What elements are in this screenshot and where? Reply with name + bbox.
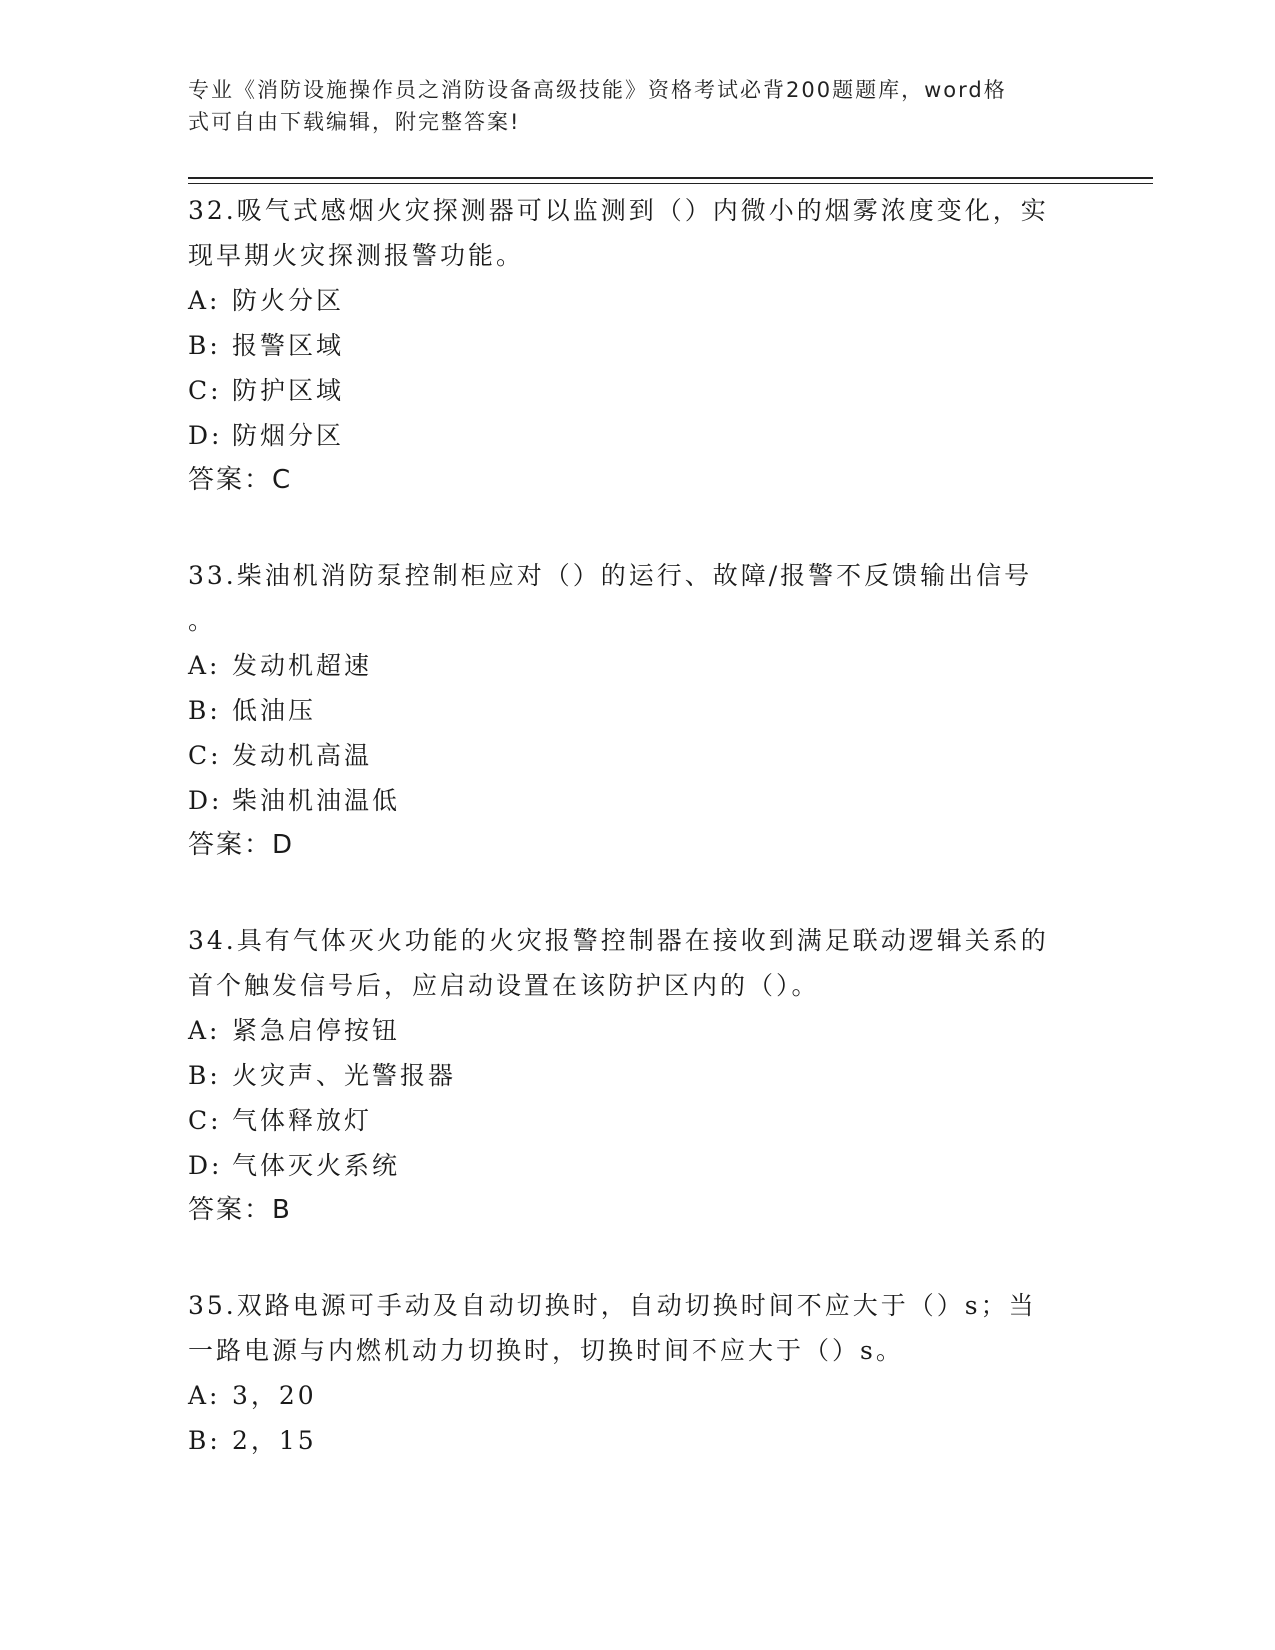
option-text: 防火分区 (232, 286, 345, 315)
question-stem-line-1: 34.具有气体灭火功能的火灾报警控制器在接收到满足联动逻辑关系的 (188, 926, 1049, 955)
question-stem-line-2: 首个触发信号后，应启动设置在该防护区内的（）。 (188, 971, 820, 1000)
option-text: 紧急启停按钮 (232, 1016, 401, 1045)
option-letter: B: (188, 1061, 221, 1090)
option-letter: B: (188, 331, 221, 360)
option-b (188, 688, 1088, 733)
option-text: 发动机超速 (232, 651, 373, 680)
question-stem (188, 918, 1088, 1008)
question-block-34 (188, 918, 1088, 1233)
question-stem-line-1: 32.吸气式感烟火灾探测器可以监测到（）内微小的烟雾浓度变化，实 (188, 196, 1049, 225)
question-stem-line-2: 现早期火灾探测报警功能。 (188, 241, 525, 270)
question-stem (188, 188, 1088, 278)
option-letter: A: (188, 651, 221, 680)
option-d (188, 413, 1088, 458)
option-letter: A: (188, 1381, 221, 1410)
answer-line: 答案：D (188, 830, 295, 860)
option-letter: C: (188, 741, 222, 770)
option-d (188, 778, 1088, 823)
question-stem (188, 553, 1088, 643)
header-rule-thin (188, 183, 1153, 184)
option-letter: A: (188, 286, 221, 315)
option-text: 柴油机油温低 (232, 786, 401, 815)
option-letter: A: (188, 1016, 221, 1045)
option-text: 气体释放灯 (232, 1106, 373, 1135)
option-c (188, 1098, 1088, 1143)
header-rule-thick (188, 177, 1153, 179)
question-stem-line-1: 33.柴油机消防泵控制柜应对（）的运行、故障/报警不反馈输出信号 (188, 561, 1033, 590)
header-line-1: 专业《消防设施操作员之消防设备高级技能》资格考试必背200题题库，word格 (188, 78, 1007, 102)
option-a (188, 1373, 1088, 1418)
option-letter: D: (188, 786, 223, 815)
header-line-2: 式可自由下载编辑，附完整答案! (188, 110, 521, 134)
option-d (188, 1143, 1088, 1188)
answer-line: 答案：C (188, 465, 293, 495)
option-text: 报警区域 (232, 331, 345, 360)
option-letter: D: (188, 421, 223, 450)
option-letter: B: (188, 1426, 221, 1455)
option-text: 低油压 (232, 696, 317, 725)
option-c (188, 733, 1088, 778)
option-letter: C: (188, 1106, 222, 1135)
option-b (188, 1418, 1088, 1463)
option-b (188, 1053, 1088, 1098)
document-header (188, 74, 1068, 138)
question-stem-line-2: 。 (188, 606, 217, 635)
option-letter: D: (188, 1151, 223, 1180)
question-block-32 (188, 188, 1088, 503)
option-a (188, 1008, 1088, 1053)
option-text: 防烟分区 (232, 421, 345, 450)
option-text: 发动机高温 (232, 741, 373, 770)
option-text: 2，15 (232, 1426, 317, 1455)
option-c (188, 368, 1088, 413)
question-stem (188, 1283, 1088, 1373)
option-text: 防护区域 (232, 376, 345, 405)
option-b (188, 323, 1088, 368)
option-a (188, 278, 1088, 323)
question-block-35 (188, 1283, 1088, 1463)
option-text: 气体灭火系统 (232, 1151, 401, 1180)
answer-line: 答案：B (188, 1195, 292, 1225)
question-stem-line-2: 一路电源与内燃机动力切换时，切换时间不应大于（）s。 (188, 1336, 904, 1365)
question-stem-line-1: 35.双路电源可手动及自动切换时，自动切换时间不应大于（）s；当 (188, 1291, 1037, 1320)
question-block-33 (188, 553, 1088, 868)
option-letter: B: (188, 696, 221, 725)
option-a (188, 643, 1088, 688)
option-letter: C: (188, 376, 222, 405)
option-text: 火灾声、光警报器 (232, 1061, 457, 1090)
option-text: 3，20 (232, 1381, 317, 1410)
